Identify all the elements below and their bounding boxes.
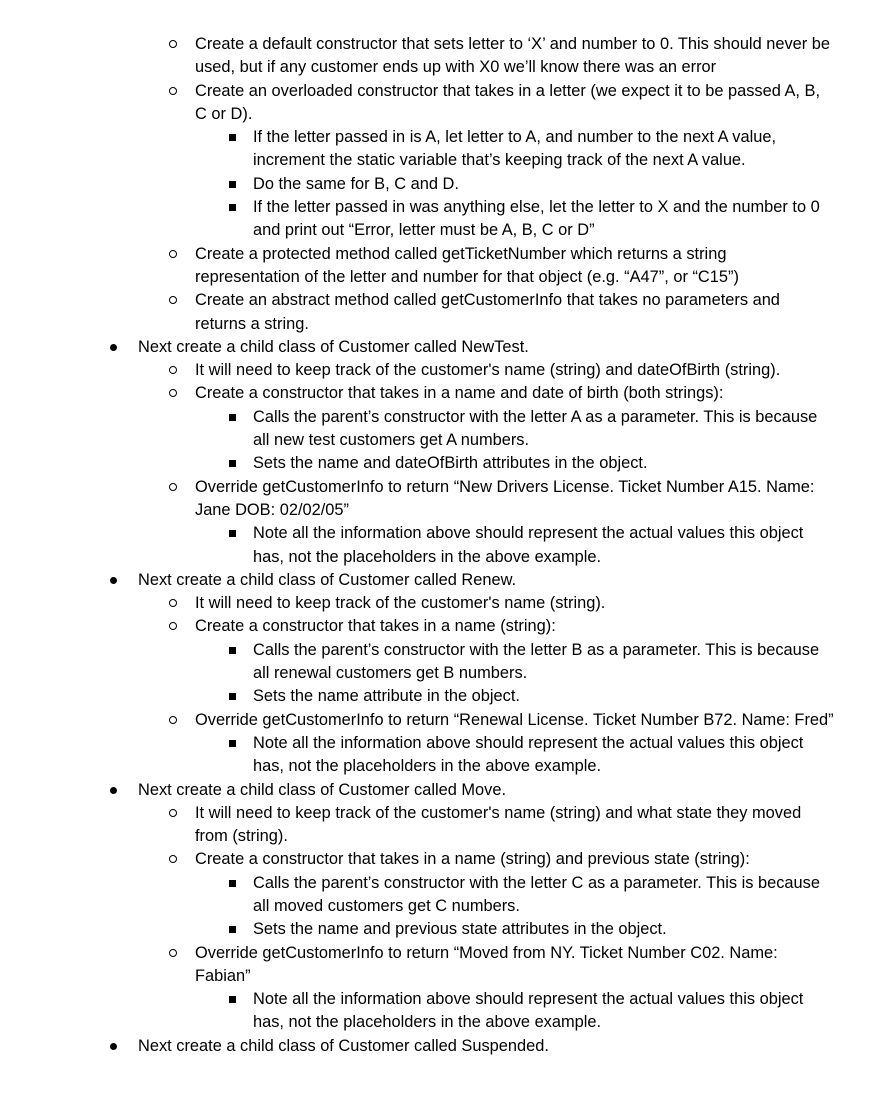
- hollow-circle-bullet-icon: [166, 592, 178, 615]
- list-item-text: Sets the name and dateOfBirth attributes in the object.: [253, 454, 648, 473]
- list-item-level-2: [0, 33, 835, 80]
- filled-square-bullet-icon: [226, 196, 238, 219]
- hollow-circle-bullet-icon: [166, 382, 178, 405]
- hollow-circle-bullet-icon: [166, 289, 178, 312]
- list-item-level-3: [0, 918, 838, 941]
- filled-square-bullet-icon: [226, 173, 238, 196]
- list-item-level-2: [0, 802, 835, 849]
- list-item-text: Create an abstract method called getCustomerInfo that takes no parameters and returns a string.: [195, 291, 780, 333]
- list-item-level-1: [0, 779, 838, 802]
- filled-square-bullet-icon: [226, 639, 238, 662]
- list-item-text: Create a constructor that takes in a name (string) and previous state (string):: [195, 850, 750, 869]
- list-item-level-3: [0, 732, 838, 779]
- list-item-level-2: [0, 359, 835, 382]
- list-item-text: Calls the parent’s constructor with the letter B as a parameter. This is because all renewal customers get B numbers.: [253, 640, 820, 683]
- list-item-text: It will need to keep track of the customer's name (string) and dateOfBirth (string).: [195, 361, 781, 380]
- list-item-text: Calls the parent’s constructor with the letter A as a parameter. This is because all new test customers get A numbers.: [253, 407, 818, 450]
- filled-square-bullet-icon: [226, 872, 238, 895]
- list-item-level-2: [0, 848, 835, 871]
- filled-square-bullet-icon: [226, 685, 238, 708]
- list-item-text: Override getCustomerInfo to return “Moved from NY. Ticket Number C02. Name: Fabian”: [195, 943, 778, 985]
- list-item-text: Create a protected method called getTicketNumber which returns a string representation of the letter and number for that object (e.g. “A47”, or “C15”): [195, 244, 739, 286]
- filled-square-bullet-icon: [226, 918, 238, 941]
- list-item-level-2: [0, 942, 835, 989]
- hollow-circle-bullet-icon: [166, 848, 178, 871]
- list-item-level-3: [0, 639, 838, 686]
- filled-square-bullet-icon: [226, 406, 238, 429]
- filled-circle-bullet-icon: [106, 569, 116, 592]
- filled-circle-bullet-icon: [106, 1035, 116, 1058]
- list-item-level-2: [0, 382, 835, 405]
- list-item-text: Note all the information above should represent the actual values this object has, not the placeholders in the above example.: [253, 990, 804, 1032]
- list-item-text: Create a constructor that takes in a name and date of birth (both strings):: [195, 384, 724, 403]
- list-item-level-2: [0, 289, 835, 336]
- list-item-text: It will need to keep track of the customer's name (string) and what state they moved from (string).: [195, 803, 802, 846]
- list-item-text: Next create a child class of Customer called NewTest.: [138, 337, 529, 356]
- list-item-level-3: [0, 685, 838, 708]
- list-item-text: Next create a child class of Customer called Move.: [138, 780, 507, 799]
- list-item-level-2: [0, 243, 835, 290]
- list-item-level-3: [0, 522, 838, 569]
- hollow-circle-bullet-icon: [166, 80, 178, 103]
- list-item-level-1: [0, 1035, 838, 1058]
- list-item-level-3: [0, 173, 838, 196]
- list-item-level-2: [0, 709, 835, 732]
- filled-circle-bullet-icon: [106, 336, 116, 359]
- list-item-text: Sets the name and previous state attributes in the object.: [253, 920, 667, 939]
- list-item-text: If the letter passed in is A, let letter to A, and number to the next A value, increment the static variable that’s keeping track of the next A value.: [253, 128, 776, 170]
- list-item-level-3: [0, 126, 838, 173]
- document-body: [0, 33, 889, 1058]
- list-item-level-3: [0, 452, 838, 475]
- list-item-text: Override getCustomerInfo to return “Renewal License. Ticket Number B72. Name: Fred”: [195, 710, 834, 729]
- list-item-text: Note all the information above should represent the actual values this object has, not the placeholders in the above example.: [253, 733, 804, 776]
- hollow-circle-bullet-icon: [166, 709, 178, 732]
- list-item-level-2: [0, 592, 835, 615]
- filled-square-bullet-icon: [226, 522, 238, 545]
- list-item-level-2: [0, 615, 835, 638]
- list-item-text: Next create a child class of Customer called Suspended.: [138, 1036, 549, 1055]
- list-item-text: If the letter passed in was anything else, let the letter to X and the number to 0 and print out “Error, letter must be A, B, C or D”: [253, 198, 820, 240]
- list-item-text: Create an overloaded constructor that takes in a letter (we expect it to be passed A, B, C or D).: [195, 81, 821, 123]
- hollow-circle-bullet-icon: [166, 615, 178, 638]
- list-item-text: Do the same for B, C and D.: [253, 174, 459, 193]
- list-item-text: Override getCustomerInfo to return “New Drivers License. Ticket Number A15. Name: Jane DOB: 02/02/05”: [195, 477, 815, 519]
- hollow-circle-bullet-icon: [166, 359, 178, 382]
- list-item-level-1: [0, 336, 838, 359]
- list-item-text: It will need to keep track of the customer's name (string).: [195, 594, 606, 613]
- hollow-circle-bullet-icon: [166, 476, 178, 499]
- list-item-level-2: [0, 476, 835, 523]
- list-item-level-3: [0, 196, 838, 243]
- list-item-level-2: [0, 80, 835, 127]
- list-item-level-3: [0, 872, 838, 919]
- filled-square-bullet-icon: [226, 452, 238, 475]
- filled-square-bullet-icon: [226, 732, 238, 755]
- filled-circle-bullet-icon: [106, 779, 116, 802]
- list-item-level-1: [0, 569, 838, 592]
- list-item-text: Create a default constructor that sets letter to ‘X’ and number to 0. This should never be used, but if any customer ends up with X0 we’ll know there was an error: [195, 35, 831, 77]
- list-item-text: Next create a child class of Customer called Renew.: [138, 570, 517, 589]
- list-item-text: Sets the name attribute in the object.: [253, 687, 520, 706]
- list-item-text: Calls the parent’s constructor with the letter C as a parameter. This is because all moved customers get C numbers.: [253, 873, 820, 915]
- hollow-circle-bullet-icon: [166, 802, 178, 825]
- list-item-level-3: [0, 988, 838, 1035]
- hollow-circle-bullet-icon: [166, 33, 178, 56]
- filled-square-bullet-icon: [226, 126, 238, 149]
- hollow-circle-bullet-icon: [166, 942, 178, 965]
- list-item-text: Create a constructor that takes in a name (string):: [195, 617, 556, 636]
- filled-square-bullet-icon: [226, 988, 238, 1011]
- hollow-circle-bullet-icon: [166, 243, 178, 266]
- list-item-level-3: [0, 406, 838, 453]
- list-item-text: Note all the information above should represent the actual values this object has, not the placeholders in the above example.: [253, 524, 804, 566]
